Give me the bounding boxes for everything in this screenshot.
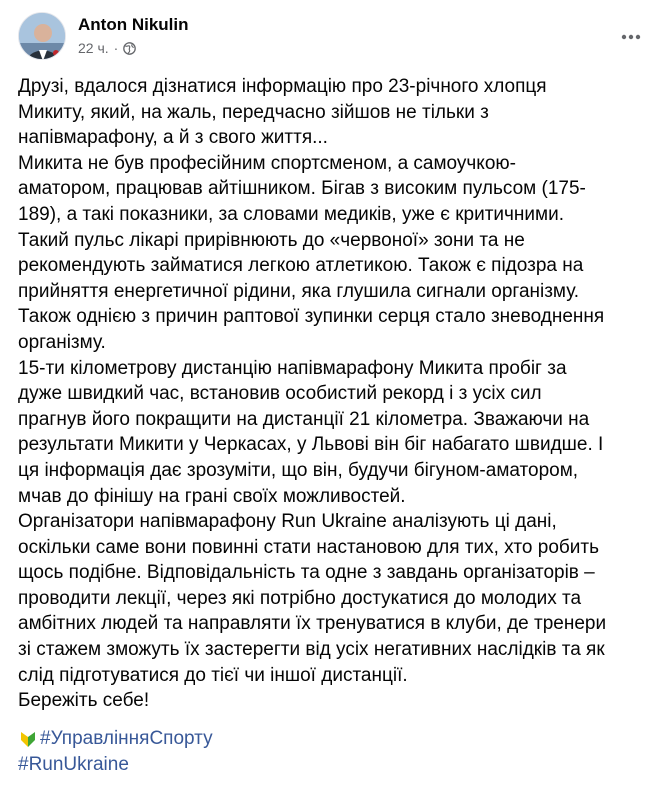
avatar-icon: [19, 13, 66, 60]
author-name[interactable]: Anton Nikulin: [78, 15, 189, 34]
author-avatar[interactable]: [18, 12, 66, 60]
post-header: [18, 12, 650, 62]
meta-separator: ·: [113, 40, 119, 56]
post-timestamp[interactable]: 22 ч.: [78, 40, 109, 56]
hashtag-link[interactable]: #УправлінняСпорту: [40, 728, 213, 749]
post-hashtags: [18, 726, 213, 777]
post-meta: [78, 40, 136, 56]
hashtag-link[interactable]: #RunUkraine: [18, 753, 129, 775]
more-horizontal-icon[interactable]: [616, 22, 646, 52]
hashtag-row-1: [18, 726, 213, 752]
globe-icon[interactable]: [123, 42, 136, 55]
post-body-text: Друзі, вдалося дізнатися інформацію про 23-річного хлопця Микиту, який, на жаль, передчасно зійшов не тільки з напівмарафону, а й з свого життя... Микита не був професійним спортсменом, а самоучкою- аматором, працював айтішником. Бігав з високим пульсом (175- 189), а такі показники, за словами медиків, уже є критичними. Такий пульс лікарі прирівнюють до «червоної» зони та не рекомендують займатися легкою атлетикою. Також є підозра на прийняття енергетичної рідини, яка глушила сигнали організму. Також однією з причин раптової зупинки серця стало зневоднення організму. 15-ти кілометрову дистанцію напівмарафону Микита пробіг за дуже швидкий час, встановив особистий рекорд і з усіх сил прагнув його покращити на дистанції 21 кілометра. Зважаючи на результати Микити у Черкасах, у Львові він біг набагато швидше. І ця інформація дає зрозуміти, що він, будучи бігуном-аматором, мчав до фінішу на грані своїх можливостей. Організатори напівмарафону Run Ukraine аналізують ці дані, оскільки саме вони повинні стати настановою для тих, хто робить щось подібне. Відповідальність та одне з завдань організаторів – проводити лекції, через які потрібно достукатися до молодих та амбітних людей та направляти їх тренуватися в клуби, де тренери зі стажем зможуть їх застерегти від усіх негативних наслідків та як слід підготуватися до тієї чи іншої дистанції. Бережіть себе!: [18, 76, 607, 712]
leaf-emoji-icon: [18, 729, 38, 749]
